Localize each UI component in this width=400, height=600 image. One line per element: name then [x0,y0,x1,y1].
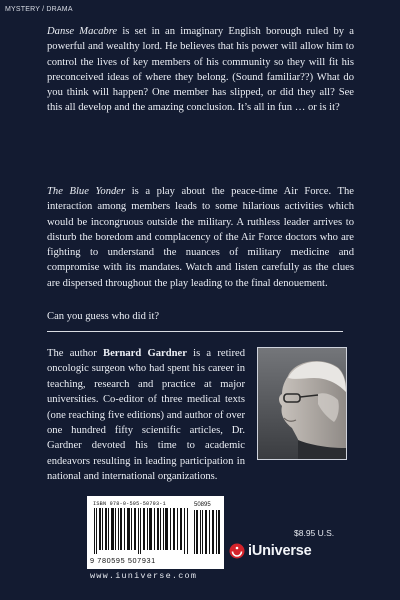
author-bio-text: is a retired oncologic surgeon who had spent his career in teaching, research and practice at major universities. Co-editor of three medical texts (one reaching five editions) and author of over one hundred fifty scientific articles, Dr. Gardner devoted his time to academic endeavors resulting in leading participation in national and international organizations. [47,348,245,483]
publisher-name: iUniverse [248,543,312,559]
blurb-question: Can you guess who did it? [47,311,160,322]
genre-label: MYSTERY / DRAMA [5,6,73,13]
author-photo [257,347,347,460]
isbn-digits: 9 780595 507931 [90,556,156,565]
isbn-label: ISBN 978-0-595-50793-1 [93,501,166,507]
price-code: 50895 [194,502,211,508]
divider [47,331,343,332]
play-title-blue-yonder: The Blue Yonder [47,186,126,197]
price-barcode-bars [194,510,220,554]
blurb-blue-yonder [47,184,354,291]
author-name: Bernard Gardner [103,348,187,359]
play-title-danse-macabre: Danse Macabre [47,26,118,37]
publisher-logo [229,541,312,561]
price: $8.95 U.S. [294,528,335,538]
barcode [87,496,224,569]
publisher-url: www.iuniverse.com [90,571,198,581]
iuniverse-logo-icon [229,543,245,559]
blurb-danse-macabre-text: is set in an imaginary English borough ruled by a powerful and wealthy lord. He believes that his power will allow him to control the lives of key members of his community so they will fit his preconceived ideas of where they belong. (Sound familiar??) What do you think will happen? One member has slipped, or did they all? See this all develop and the amazing conclusion. It’s all in fun … or is it? [47,26,355,114]
barcode-bars [93,508,191,554]
blurb-danse-macabre [47,24,354,116]
author-bio-prefix: The author [47,348,103,359]
author-portrait-image [258,348,346,459]
author-bio [47,346,245,485]
blurb-blue-yonder-text: is a play about the peace-time Air Force. The interaction among members leads to some hilarious activities which would be incongruous outside the military. A ruthless leader arrives to disturb the boredom and complacency of the Air Force doctors who are fighting to understand the nuances of military medicine and compromise with its mandates. Watch and listen carefully as the clues are dispersed throughout the play leading to the final denouement. [47,186,354,289]
